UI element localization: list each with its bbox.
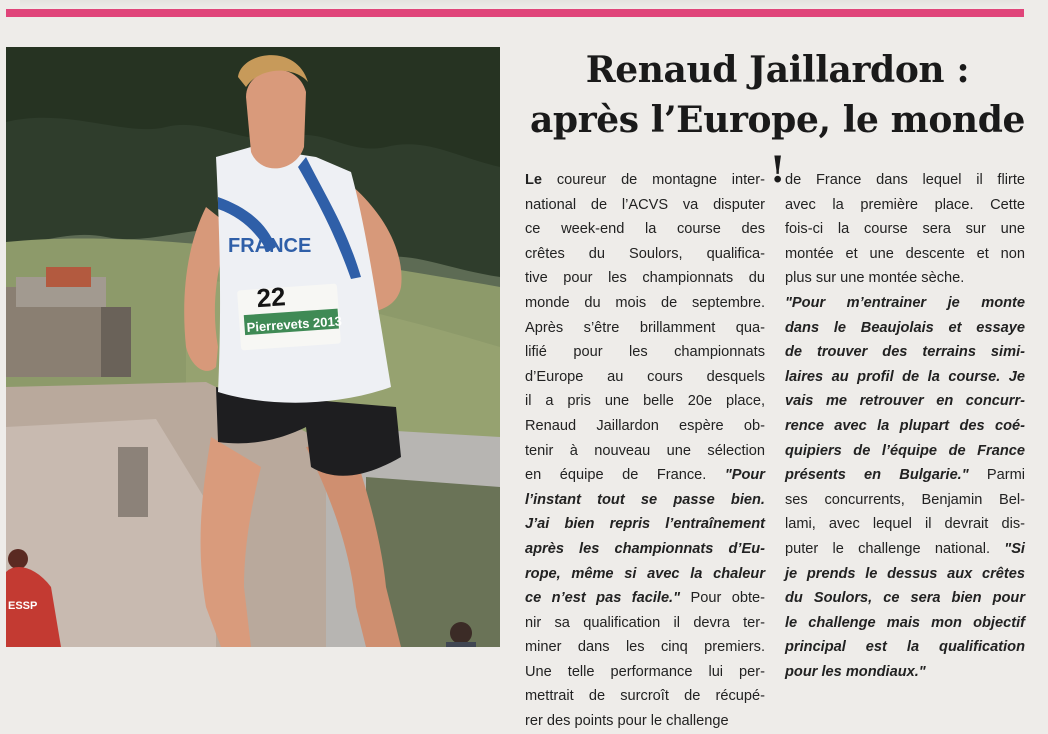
- quote-line: l’instant tout se passe bien.: [525, 491, 765, 508]
- quote-line: vais me retrouver en concurr-: [785, 393, 1025, 410]
- bib-sponsor: Pierrevets 2013: [246, 313, 343, 335]
- text-line: lifié pour les championnats: [525, 344, 765, 361]
- headline-line-1: Renaud Jaillardon :: [585, 49, 970, 91]
- text-line: tive pour les championnats du: [525, 270, 765, 287]
- article-photo: [6, 47, 500, 647]
- quote-line: principal est la qualification: [785, 639, 1025, 656]
- quote-line: après les championnats d’Eu-: [525, 540, 765, 557]
- text-line: il a pris une belle 20e place,: [525, 393, 765, 410]
- quote-line: dans le Beaujolais et essaye: [785, 319, 1025, 336]
- article-column-2: [785, 168, 1025, 684]
- quote-line: J’ai bien repris l’entraînement: [525, 516, 765, 533]
- quote-line: de trouver des terrains simi-: [785, 344, 1025, 361]
- text-line: lami, avec lequel il devrait dis-: [785, 516, 1025, 533]
- quote-line: rope, même si avec la chaleur: [525, 565, 765, 582]
- text-line: monde du mois de septembre.: [525, 294, 765, 311]
- text-line: avec la première place. Cette: [785, 196, 1025, 213]
- quote-line: je prends le dessus aux crêtes: [785, 565, 1025, 582]
- text-line: national de l’ACVS va disputer: [525, 196, 765, 213]
- text-line: ses concurrents, Benjamin Bel-: [785, 491, 1025, 508]
- masthead-shadow: [20, 0, 1020, 9]
- quote-line: quipiers de l’équipe de France: [785, 442, 1025, 459]
- text-line: tenir à nouveau une sélection: [525, 442, 765, 459]
- text-line: rer des points pour le challenge: [525, 713, 729, 730]
- text-line: crêtes du Soulors, qualifica-: [525, 245, 765, 262]
- text-line: présents en Bulgarie." Parmi: [785, 467, 1025, 484]
- text-line: Une telle performance lui per-: [525, 663, 765, 680]
- quote-line: rence avec la plupart des coé-: [785, 417, 1025, 434]
- text-line: de France dans lequel il flirte: [785, 172, 1025, 188]
- quote-line: laires au profil de la course. Je: [785, 368, 1025, 385]
- text-line: d’Europe au cours desquels: [525, 368, 765, 385]
- text-line: nir sa qualification il devra ter-: [525, 614, 765, 631]
- text-line: Après s’être brillamment qua-: [525, 319, 765, 336]
- text-line: mettrait de surcroît de récupé-: [525, 688, 765, 705]
- quote: "Pour: [724, 467, 765, 484]
- text-line: ce week-end la course des: [525, 221, 765, 238]
- top-rule: [6, 9, 1024, 17]
- quote-line: le challenge mais mon objectif: [785, 614, 1025, 631]
- text-line: Le coureur de montagne inter-: [525, 172, 765, 188]
- quote-line: du Soulors, ce sera bien pour: [785, 590, 1025, 607]
- text-line: montée et une descente et non: [785, 245, 1025, 262]
- jersey-text: FRANCE: [228, 235, 312, 257]
- bib-number: 22: [255, 281, 287, 314]
- article-column-1: [525, 168, 765, 734]
- headline-line-2: après l’Europe, le monde !: [530, 99, 1025, 191]
- text-line: miner dans les cinq premiers.: [525, 639, 765, 656]
- text-line: plus sur une montée sèche.: [785, 270, 965, 287]
- text-line: Renaud Jaillardon espère ob-: [525, 417, 765, 434]
- text-line: ce n’est pas facile." Pour obte-: [525, 590, 766, 607]
- lead-word: Le: [525, 172, 543, 188]
- quote-line: "Pour m’entrainer je monte: [785, 294, 1025, 311]
- text-line: en équipe de France. "Pour: [525, 467, 765, 484]
- quote-line: pour les mondiaux.": [785, 663, 926, 680]
- spectator-shirt-text: ESSP: [8, 600, 38, 612]
- text-line: puter le challenge national. "Si: [785, 540, 1025, 557]
- text-line: fois-ci la course sera sur une: [785, 221, 1025, 238]
